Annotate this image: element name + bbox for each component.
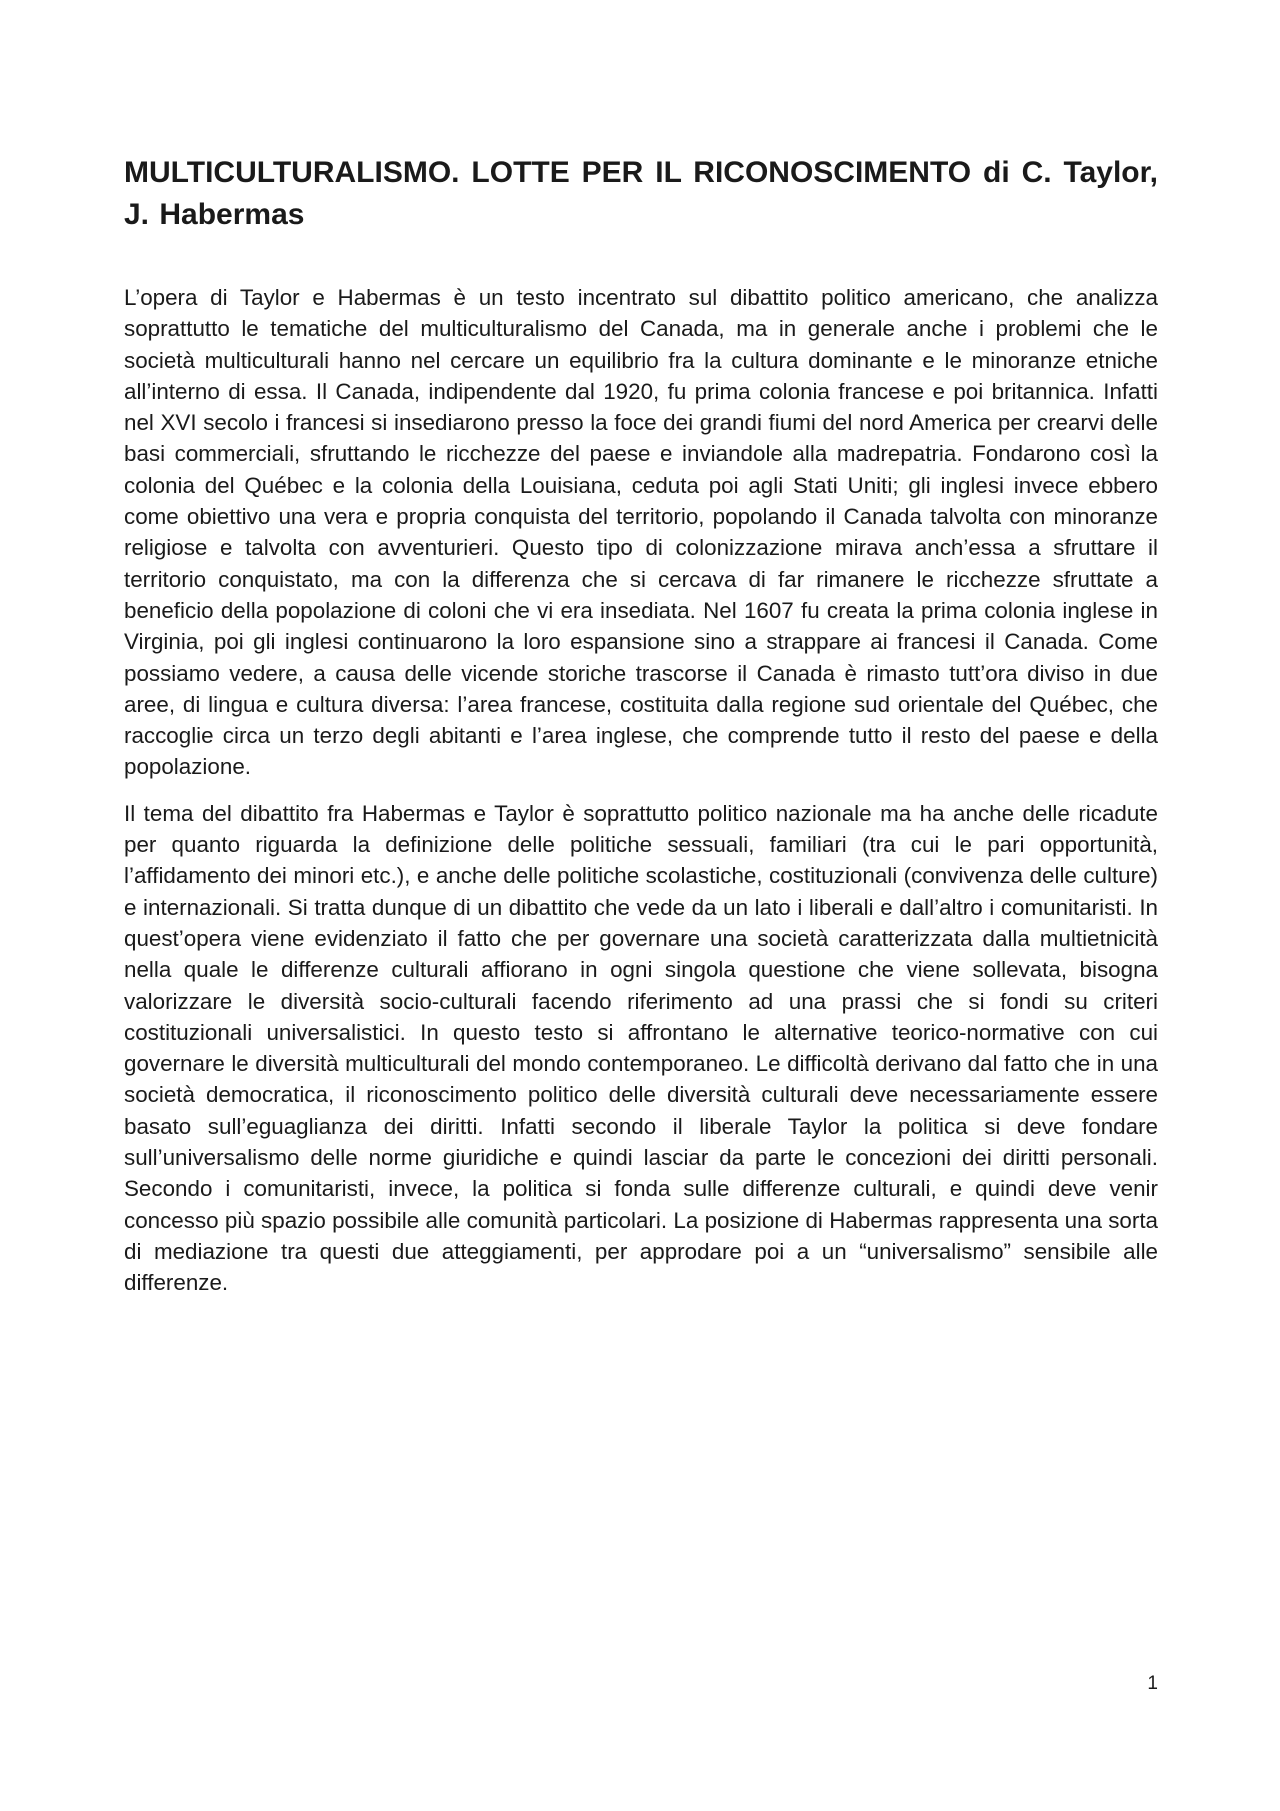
document-title: MULTICULTURALISMO. LOTTE PER IL RICONOSCIMENTO di C. Taylor, J. Habermas [124,156,1158,231]
paragraph-2: Il tema del dibattito fra Habermas e Taylor è soprattutto politico nazionale ma ha anche delle ricadute per quanto riguarda la definizione delle politiche sessuali, familiari (tra cui le pari opportunità, l’affidamento dei minori etc.), e anche delle politiche scolastiche, costituzionali (convivenza delle culture) e internazionali. Si tratta dunque di un dibattito che vede da un lato i liberali e dall’altro i comunitaristi. In quest’opera viene evidenziato il fatto che per governare una società caratterizzata dalla multietnicità nella quale le differenze culturali affiorano in ogni singola questione che viene sollevata, bisogna valorizzare le diversità socio-culturali facendo riferimento ad una prassi che si fondi su criteri costituzionali universalistici. In questo testo si affrontano le alternative teorico-normative con cui governare le diversità multiculturali del mondo contemporaneo. Le difficoltà derivano dal fatto che in una società democratica, il riconoscimento politico delle diversità culturali deve necessariamente essere basato sull’eguaglianza dei diritti. Infatti secondo il liberale Taylor la politica si deve fondare sull’universalismo delle norme giuridiche e quindi lasciar da parte le concezioni dei diritti personali. Secondo i comunitaristi, invece, la politica si fonda sulle differenze culturali, e quindi deve venir concesso più spazio possibile alle comunità particolari. La posizione di Habermas rappresenta una sorta di mediazione tra questi due atteggiamenti, per approdare poi a un “universalismo” sensibile alle differenze. [124,800,1158,1296]
page-number: 1 [1147,1673,1158,1694]
document-body [124,152,1158,1314]
paragraph-1: L’opera di Taylor e Habermas è un testo incentrato sul dibattito politico americano, che analizza soprattutto le tematiche del multiculturalismo del Canada, ma in generale anche i problemi che le società multiculturali hanno nel cercare un equilibrio fra la cultura dominante e le minoranze etniche all’interno di essa. Il Canada, indipendente dal 1920, fu prima colonia francese e poi britannica. Infatti nel XVI secolo i francesi si insediarono presso la foce dei grandi fiumi del nord America per crearvi delle basi commerciali, sfruttando le ricchezze del paese e inviandole alla madrepatria. Fondarono così la colonia del Québec e la colonia della Louisiana, ceduta poi agli Stati Uniti; gli inglesi invece ebbero come obiettivo una vera e propria conquista del territorio, popolando il Canada talvolta con minoranze religiose e talvolta con avventurieri. Questo tipo di colonizzazione mirava anch’essa a sfruttare il territorio conquistato, ma con la differenza che si cercava di far rimanere le ricchezze sfruttate a beneficio della popolazione di coloni che vi era insediata. Nel 1607 fu creata la prima colonia inglese in Virginia, poi gli inglesi continuarono la loro espansione sino a strappare ai francesi il Canada. Come possiamo vedere, a causa delle vicende storiche trascorse il Canada è rimasto tutt’ora diviso in due aree, di lingua e cultura diversa: l’area francese, costituita dalla regione sud orientale del Québec, che raccoglie circa un terzo degli abitanti e l’area inglese, che comprende tutto il resto del paese e della popolazione. [124,285,1158,780]
